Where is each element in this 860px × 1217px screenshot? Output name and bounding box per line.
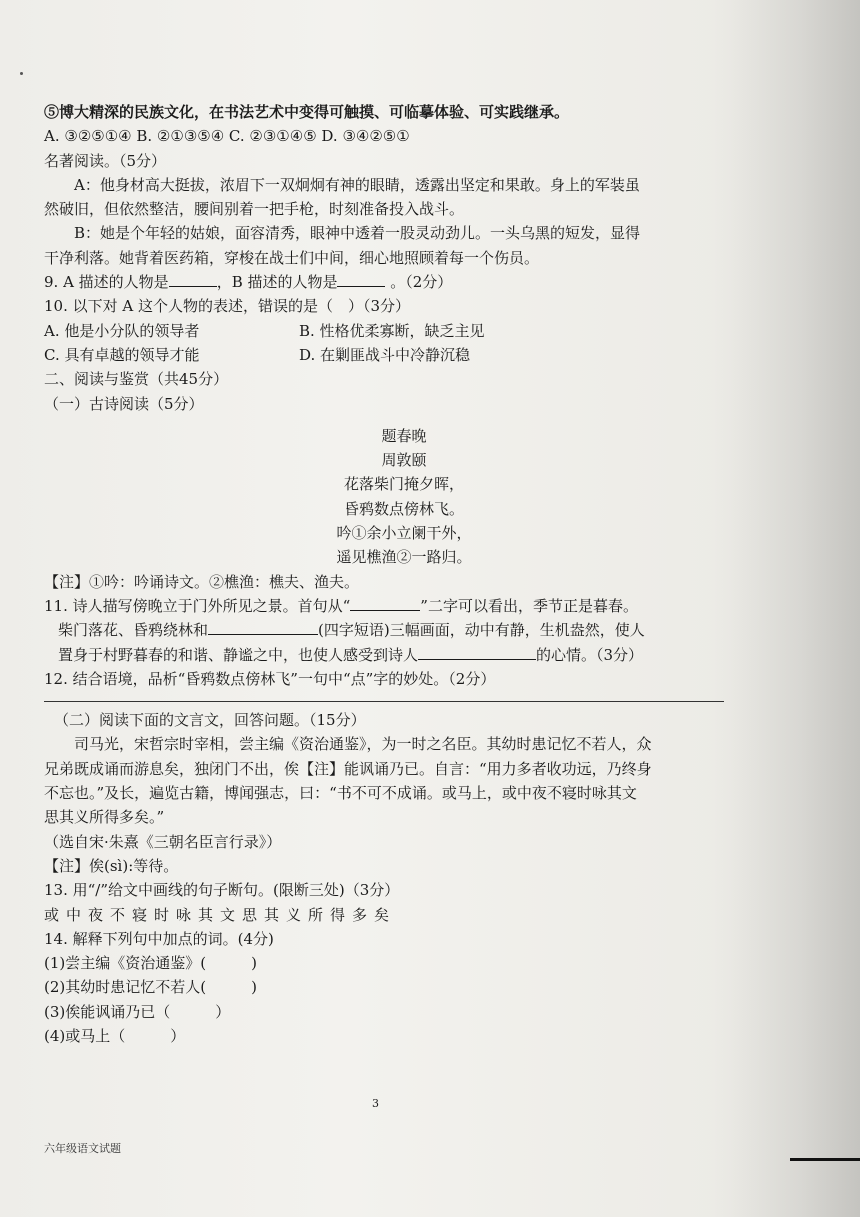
passage-note: 【注】俟(sì):等待。 — [44, 856, 179, 875]
poem-line-4: 遥见樵渔②一路归。 — [336, 548, 472, 567]
exam-content — [44, 100, 764, 1048]
section-2-heading: 二、阅读与鉴赏（共45分） — [44, 370, 229, 389]
option-c: C. 具有卓越的领导才能 — [44, 345, 200, 364]
question-11-line2: 柴门落花、昏鸦绕林和 (四字短语)三幅画面，动中有静，生机盎然，使人 — [58, 621, 645, 640]
question-14-item-1: (1)尝主编《资治通鉴》( ) — [44, 954, 257, 973]
question-13-sentence: 或中夜不寝时咏其文思其义所得多矣 — [44, 905, 397, 924]
question-14-item-3: (3)俟能讽诵乃已（ ） — [44, 1002, 231, 1021]
answer-blank[interactable] — [208, 619, 318, 635]
scan-edge — [790, 1158, 860, 1161]
question-11-line3: 置身于村野暮春的和谐、静谧之中，也使人感受到诗人 的心情。（3分） — [58, 645, 644, 664]
classical-passage-line1: 司马光，宋哲宗时宰相，尝主编《资治通鉴》，为一时之名臣。其幼时患记忆不若人，众 — [74, 735, 652, 754]
passage-a-line2: 然破旧，但依然整洁，腰间别着一把手枪，时刻准备投入战斗。 — [44, 200, 465, 219]
option-d: D. 在剿匪战斗中冷静沉稳 — [299, 345, 471, 364]
option-a: A. 他是小分队的领导者 — [44, 321, 200, 340]
passage-b-line2: 干净利落。她背着医药箱，穿梭在战士们中间，细心地照顾着每一个伤员。 — [44, 248, 540, 267]
poem-note: 【注】①吟：吟诵诗文。②樵渔：樵夫、渔夫。 — [44, 572, 360, 591]
page-footer: 六年级语文试题 — [44, 1142, 121, 1155]
question-10-options-row2 — [44, 343, 764, 367]
poem-line-3: 吟①余小立阑干外， — [336, 524, 472, 543]
item-5-text: ⑤博大精深的民族文化，在书法艺术中变得可触摸、可临摹体验、可实践继承。 — [44, 103, 570, 121]
question-12: 12. 结合语境，品析“昏鸦数点傍林飞”一句中“点”字的妙处。（2分） — [44, 669, 496, 688]
passage-source: （选自宋·朱熹《三朝名臣言行录》） — [44, 832, 282, 851]
order-options: A. ③②⑤①④ B. ②①③⑤④ C. ②③①④⑤ D. ③④②⑤① — [44, 127, 410, 146]
option-b: B. 性格优柔寡断，缺乏主见 — [299, 321, 485, 340]
question-13: 13. 用“/”给文中画线的句子断句。(限断三处)（3分） — [44, 881, 400, 900]
classical-passage-line3: 不忘也。”及长，遍览古籍，博闻强志，曰：“书不可不成诵。或马上，或中夜不寝时咏其文 — [44, 784, 637, 803]
speck — [20, 72, 23, 75]
answer-blank[interactable] — [418, 644, 536, 660]
question-10: 10. 以下对 A 这个人物的表述，错误的是（ ）（3分） — [44, 297, 411, 316]
answer-blank[interactable] — [337, 271, 385, 287]
classical-passage-line4: 思其义所得多矣。” — [44, 808, 165, 827]
question-14-item-4: (4)或马上（ ） — [44, 1026, 186, 1045]
poem-line-1: 花落柴门掩夕晖， — [343, 475, 464, 494]
poem-line-2: 昏鸦数点傍林飞。 — [343, 499, 464, 518]
question-14: 14. 解释下列句中加点的词。(4分) — [44, 929, 274, 948]
question-9: 9. A 描述的人物是 ，B 描述的人物是 。（2分） — [44, 273, 453, 292]
passage-b-line1: B：她是个年轻的姑娘，面容清秀，眼神中透着一股灵动劲儿。一头乌黑的短发，显得 — [74, 224, 641, 243]
classic-reading-heading: 名著阅读。（5分） — [44, 151, 167, 170]
classical-passage-line2: 兄弟既成诵而游息矣，独闭门不出，俟【注】能讽诵乃已。自言：“用力多者收功远，乃终身 — [44, 759, 652, 778]
answer-blank[interactable] — [350, 595, 420, 611]
question-10-options-row1 — [44, 319, 764, 343]
question-14-item-2: (2)其幼时患记忆不若人( ) — [44, 978, 257, 997]
section-2-1-heading: （一）古诗阅读（5分） — [44, 394, 204, 413]
poem-author: 周敦颐 — [381, 451, 427, 470]
section-2-2-heading: （二）阅读下面的文言文，回答问题。（15分） — [54, 711, 366, 730]
question-11-line1: 11. 诗人描写傍晚立于门外所见之景。首句从“ ”二字可以看出，季节正是暮春。 — [44, 596, 638, 615]
poem-title: 题春晚 — [381, 426, 427, 445]
answer-line[interactable] — [44, 701, 724, 702]
answer-blank[interactable] — [169, 271, 217, 287]
passage-a-line1: A：他身材高大挺拔，浓眉下一双炯炯有神的眼睛，透露出坚定和果敢。身上的军装虽 — [74, 175, 640, 194]
page-number: 3 — [372, 1097, 379, 1110]
